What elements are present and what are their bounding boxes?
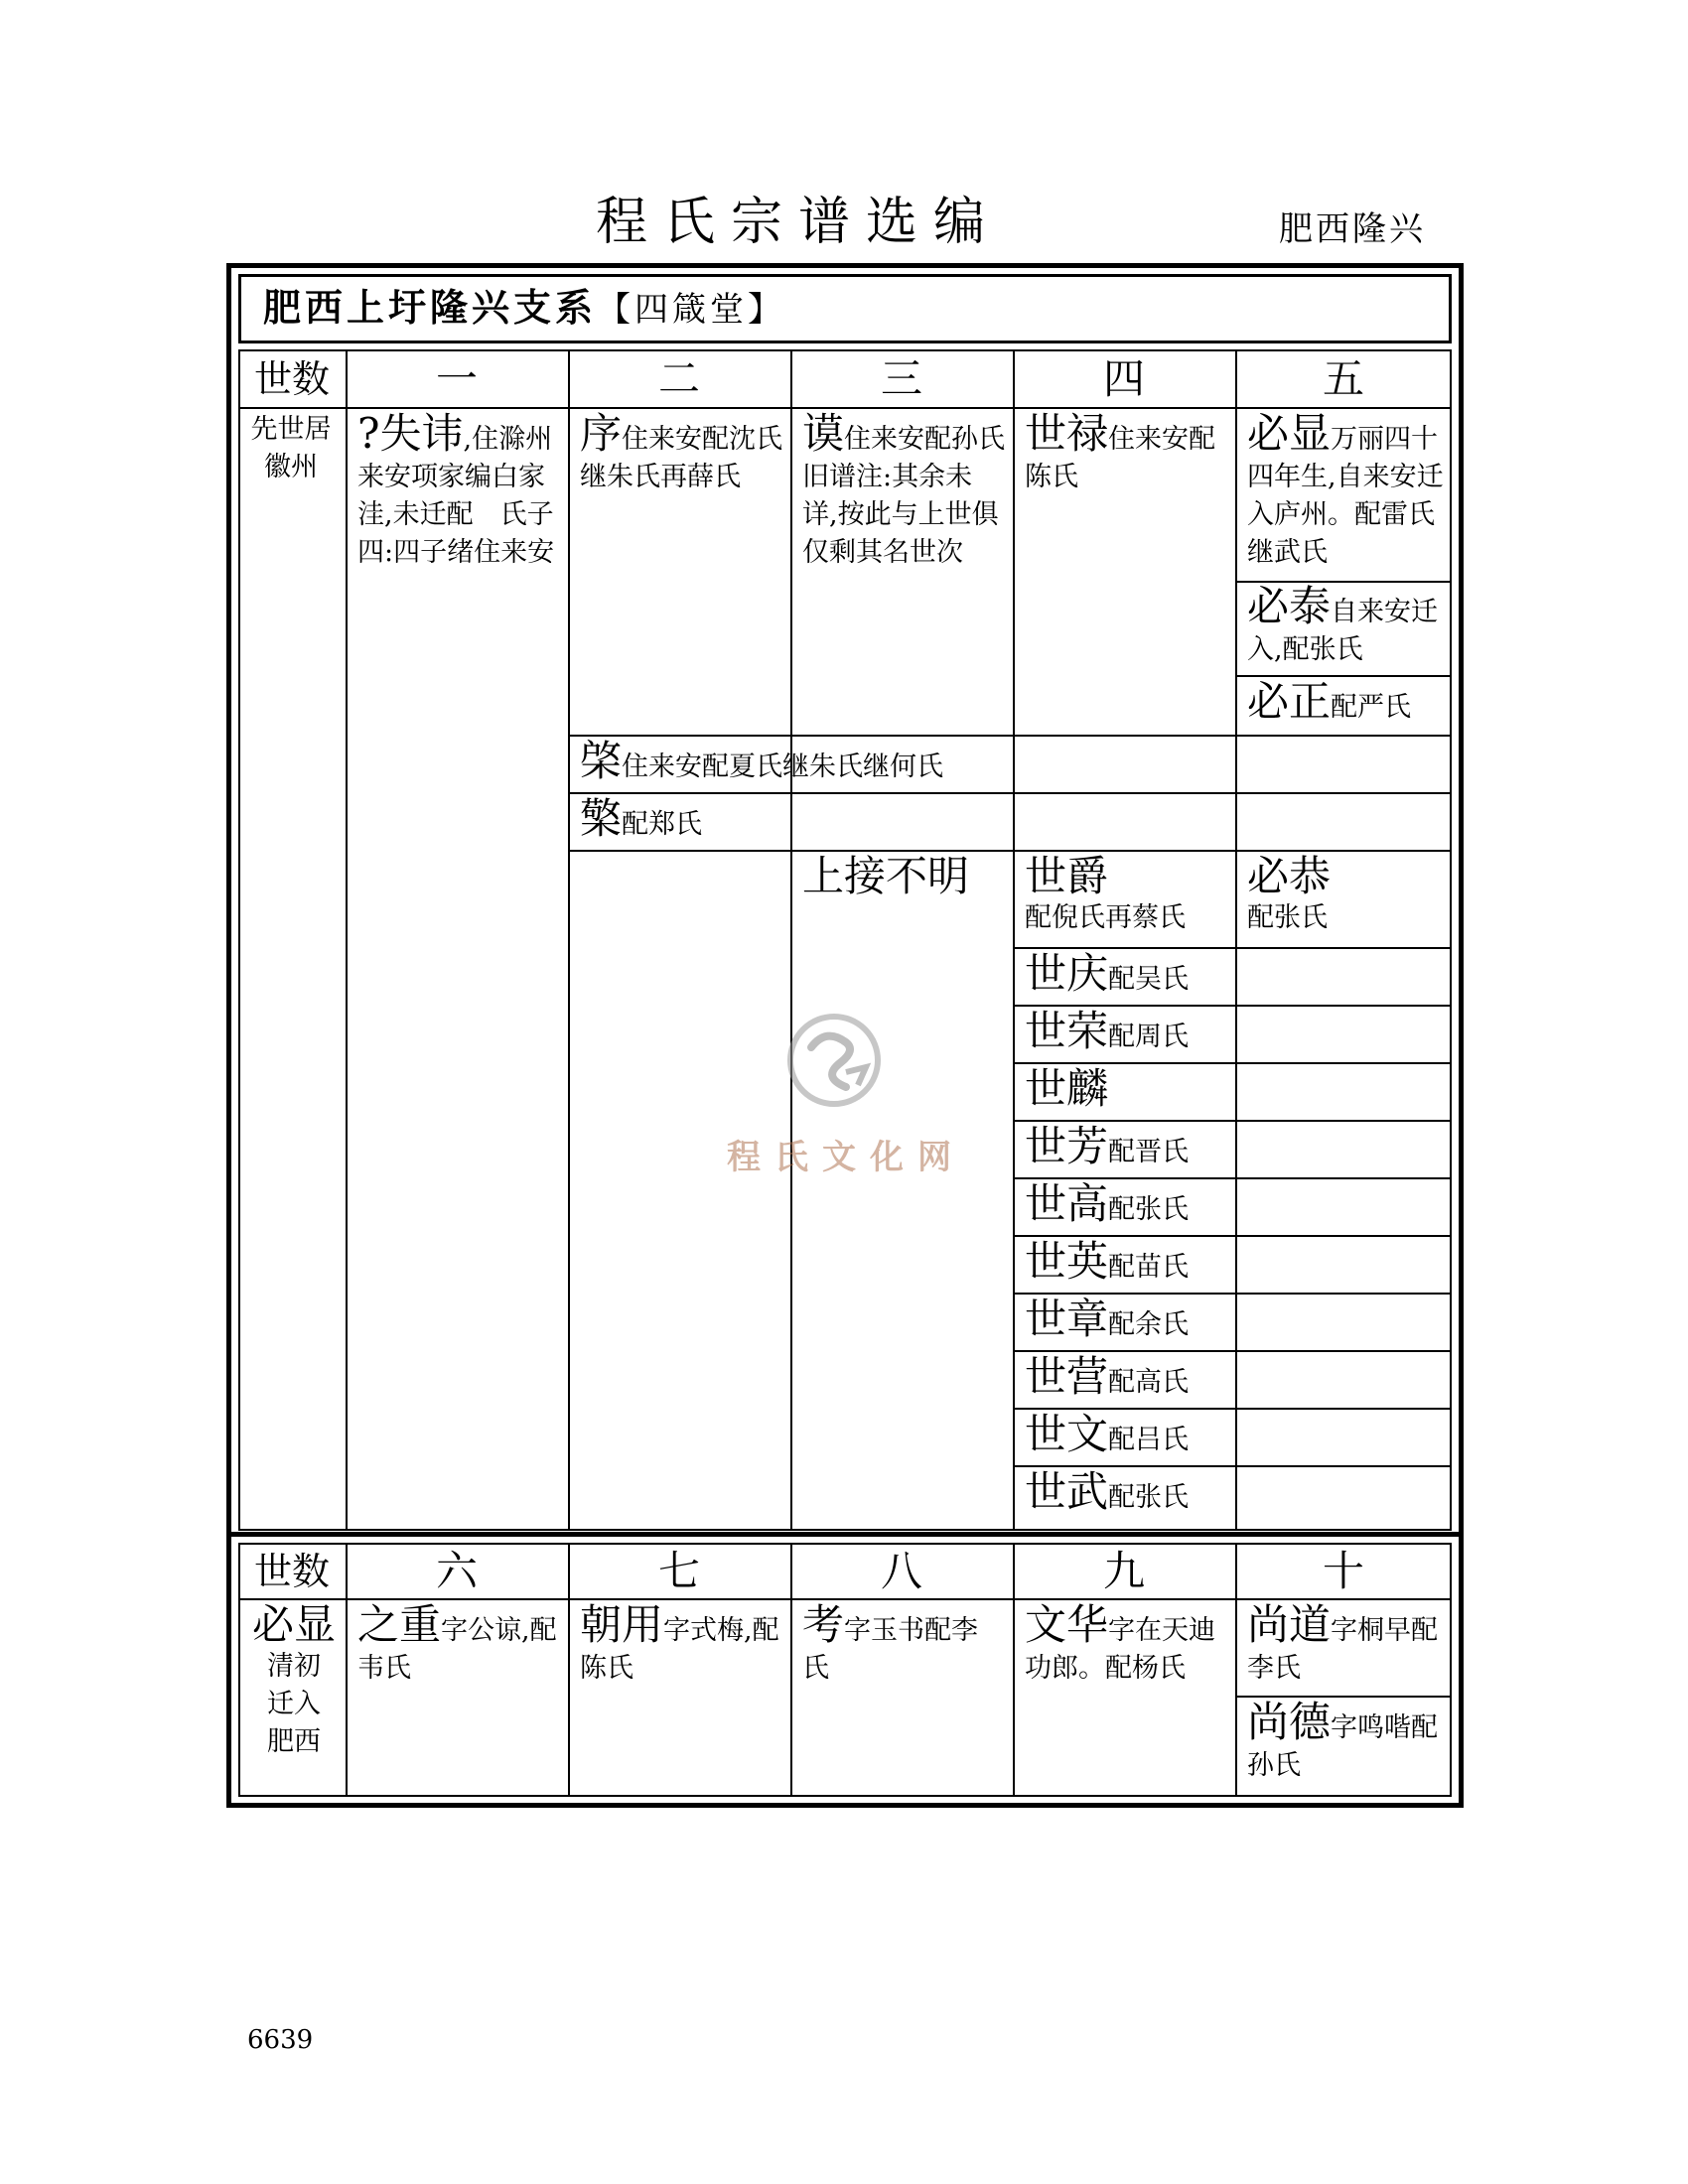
person-note: 配郑氏 (622, 809, 703, 840)
person-name: 世高 (1025, 1181, 1109, 1228)
generation-1-header: 一 (435, 354, 478, 403)
person-note: 字桐早配李氏 (1247, 1615, 1439, 1684)
gen2-entry-huan (580, 796, 782, 844)
generation-7-header: 七 (657, 1547, 700, 1595)
old-genealogy-note: 旧谱注:其余未详,按此与上世俱仅剩其名世次 (802, 462, 999, 568)
person-note: 字公谅,配韦氏 (357, 1615, 557, 1684)
gen3-unknown-ancestry (802, 854, 1005, 901)
row-divider (1013, 1350, 1452, 1352)
person-note: 住来安配孙氏 (844, 424, 1005, 455)
gen4-list-entry (1025, 951, 1233, 999)
person-name: 世营 (1025, 1354, 1109, 1401)
watermark-text: 程氏文化网 (727, 1138, 965, 1177)
person-note: 配张氏 (1247, 902, 1328, 933)
person-name: 朝用 (580, 1602, 664, 1649)
gen4-list-entry (1025, 1412, 1233, 1459)
row-divider (568, 792, 1452, 794)
section-header (238, 274, 1452, 343)
person-name: 世麟 (1025, 1066, 1109, 1113)
row-divider (1013, 947, 1452, 949)
column-divider (790, 349, 792, 1531)
gen1-entry (357, 411, 560, 572)
gen7-entry (580, 1602, 782, 1688)
row-divider (568, 735, 1452, 737)
person-note: 配周氏 (1108, 1022, 1190, 1052)
gen5-entry-bizheng (1247, 679, 1446, 727)
gen4-list-entry (1025, 1469, 1233, 1517)
person-note: 住来安配陈氏 (1025, 424, 1216, 492)
unknown-ancestry-note: 上接不明 (802, 854, 970, 900)
person-note: 配严氏 (1331, 692, 1412, 723)
person-name: 世章 (1025, 1297, 1109, 1343)
gen5-entry-bitai (1247, 584, 1446, 669)
row-divider (1013, 1235, 1452, 1237)
person-note: 配张氏 (1108, 1194, 1190, 1225)
generation-label: 世数 (253, 1550, 330, 1593)
section-title (263, 285, 786, 330)
page-title: 程氏宗谱选编 (596, 193, 1002, 252)
page-number: 6639 (247, 2025, 314, 2055)
gen3-entry-mo (802, 411, 1005, 572)
person-name: 世荣 (1025, 1009, 1109, 1055)
gen8-entry (802, 1602, 981, 1688)
person-note: 字鸣喈配孙氏 (1247, 1712, 1439, 1781)
gen4-list-entry (1025, 1066, 1233, 1114)
gen2-entry-rong (580, 739, 1007, 786)
person-note: 字玉书配李氏 (802, 1615, 979, 1684)
person-name: 世芳 (1025, 1124, 1109, 1170)
row-divider (1013, 1005, 1452, 1007)
person-note: 字在天迪功郎。配杨氏 (1025, 1615, 1216, 1684)
person-name: 必正 (1247, 679, 1332, 726)
generation-label: 世数 (253, 357, 330, 401)
generation-9-header: 九 (1102, 1547, 1145, 1595)
column-divider (568, 349, 570, 1531)
person-name: 世庆 (1025, 951, 1109, 998)
gen4-list-entry (1025, 1354, 1233, 1402)
person-name: 考 (802, 1602, 845, 1649)
person-note: 自来安迁入,配张氏 (1247, 597, 1439, 665)
person-note: 万丽四十四年生,自来安迁入庐州。配雷氏继武氏 (1247, 424, 1444, 568)
person-name: 文华 (1025, 1602, 1109, 1649)
gen10-entry-shangde (1247, 1700, 1442, 1785)
row-divider (1013, 1465, 1452, 1467)
gen4-list-entry (1025, 1297, 1233, 1344)
person-note: ,住滁州来安项家编白家洼,未迁配 氏子四:四子绪住来安 (357, 424, 555, 568)
table-separator (226, 1532, 1464, 1537)
person-name: 必显 (1247, 411, 1332, 458)
generation-4-header: 四 (1102, 354, 1145, 403)
row-divider (1013, 1177, 1452, 1179)
gen6-entry (357, 1602, 560, 1688)
person-note: 配吴氏 (1108, 964, 1190, 995)
generation-8-header: 八 (880, 1547, 922, 1595)
row-divider (1235, 1696, 1452, 1698)
person-name: ?失讳 (357, 411, 464, 458)
person-note: 字式梅,配陈氏 (580, 1615, 779, 1684)
person-note: 配高氏 (1108, 1367, 1190, 1398)
gen2-entry-xu (580, 411, 782, 496)
row-divider (1235, 581, 1452, 583)
person-note: 配吕氏 (1108, 1425, 1190, 1455)
person-name: 必泰 (1247, 584, 1332, 630)
row-divider (568, 850, 1452, 852)
gen4-entry-shijue (1025, 854, 1227, 937)
gen9-entry (1025, 1602, 1227, 1688)
generation-3-header: 三 (880, 354, 922, 403)
origin-entry (246, 1602, 342, 1761)
person-name: 世武 (1025, 1469, 1109, 1516)
row-divider (1013, 1120, 1452, 1122)
generation-2-header: 二 (657, 354, 700, 403)
gen5-entry-bixian (1247, 411, 1446, 572)
row-divider (1013, 1062, 1452, 1064)
watermark-seal-icon (707, 1003, 985, 1122)
gen4-list-entry (1025, 1239, 1233, 1287)
person-note: 住来安配夏氏继朱氏继何氏 (622, 751, 944, 782)
person-name: 序 (580, 411, 623, 458)
branch-name: 肥西上圩隆兴支系 (263, 285, 598, 330)
gen4-list-entry (1025, 1009, 1233, 1056)
person-name: 谟 (802, 411, 845, 458)
person-note: 配余氏 (1108, 1309, 1190, 1340)
generation-5-header: 五 (1322, 354, 1364, 403)
column-divider (1235, 349, 1237, 1531)
generation-6-header: 六 (435, 1547, 478, 1595)
gen10-entry-shangdao (1247, 1602, 1442, 1688)
person-note: 清初迁入肥西 (267, 1651, 321, 1757)
row-divider (1013, 1293, 1452, 1295)
person-name: 尚德 (1247, 1700, 1332, 1746)
hall-name: 【四箴堂】 (597, 290, 786, 330)
column-divider (346, 349, 348, 1531)
gen4-entry-shilu (1025, 411, 1227, 496)
person-name: 之重 (357, 1602, 442, 1649)
person-name: 檠 (580, 796, 623, 843)
person-name: 棨 (580, 739, 623, 785)
person-note: 住来安配沈氏继朱氏再薛氏 (580, 424, 782, 492)
gen4-list-entry (1025, 1124, 1233, 1171)
row-divider (1013, 1408, 1452, 1410)
generation-10-header: 十 (1322, 1547, 1364, 1595)
watermark (707, 1003, 985, 1181)
person-name: 尚道 (1247, 1602, 1332, 1649)
row-divider (1235, 675, 1452, 677)
page-subtitle: 肥西隆兴 (1279, 209, 1426, 249)
person-name: 世爵 (1025, 854, 1109, 900)
person-note: 配倪氏再蔡氏 (1025, 902, 1186, 933)
person-note: 配张氏 (1108, 1482, 1190, 1513)
person-name: 世禄 (1025, 411, 1109, 458)
person-note: 配苗氏 (1108, 1252, 1190, 1283)
person-name: 必显 (251, 1602, 336, 1649)
person-name: 必恭 (1247, 854, 1332, 900)
gen4-list-entry (1025, 1181, 1233, 1229)
gen5-entry-bigong (1247, 854, 1446, 937)
person-name: 世文 (1025, 1412, 1109, 1458)
origin-note: 先世居徽州 (250, 414, 332, 482)
person-note: 配晋氏 (1108, 1137, 1190, 1167)
person-name: 世英 (1025, 1239, 1109, 1286)
row-divider (238, 407, 1452, 409)
column-divider (1013, 349, 1015, 1531)
